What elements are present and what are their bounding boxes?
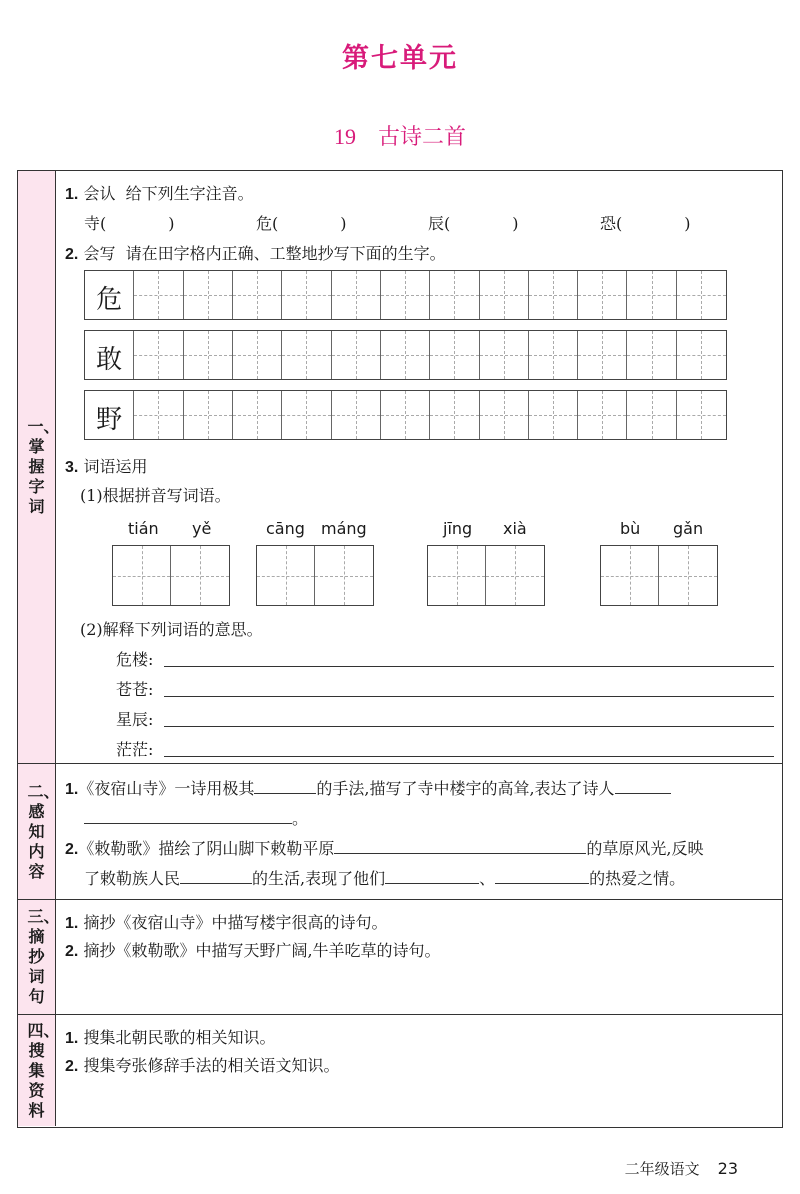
phonetic-item[interactable]: 危( ) [256, 214, 347, 233]
unit-title: 第七单元 [342, 43, 458, 74]
pinyin-label: xià [503, 519, 527, 538]
answer-line[interactable] [164, 726, 774, 727]
question-2-continued: 了敕勒族人民 的生活,表现了他们 、 的热爱之情。 [84, 869, 686, 888]
word-answer-box[interactable] [600, 545, 718, 606]
fill-blank[interactable] [84, 810, 292, 824]
fill-blank[interactable] [180, 870, 252, 884]
question-2: 2. 会写 请在田字格内正确、工整地抄写下面的生字。 [65, 244, 446, 263]
question-2: 2. 摘抄《敕勒歌》中描写天野广阔,牛羊吃草的诗句。 [65, 941, 441, 960]
page-footer [625, 1158, 738, 1179]
sub-question-explain: (2)解释下列词语的意思。 [80, 620, 263, 639]
pinyin-label: máng [321, 519, 367, 538]
section-label: 二、感知内容 [18, 764, 56, 899]
fill-blank[interactable] [334, 840, 586, 854]
word-answer-box[interactable] [427, 545, 545, 606]
pinyin-label: yě [192, 519, 212, 538]
section-collect-materials [18, 1015, 782, 1126]
writing-grid-row[interactable]: 危 [84, 270, 727, 320]
question-1: 1.《夜宿山寺》一诗用极其 的手法,描写了寺中楼宇的高耸,表达了诗人 [65, 776, 671, 799]
question-3: 3. 词语运用 [65, 457, 148, 476]
word-answer-box[interactable] [112, 545, 230, 606]
writing-grid-row[interactable]: 敢 [84, 330, 727, 380]
writing-grid-row[interactable]: 野 [84, 390, 727, 440]
pinyin-label: tián [128, 519, 159, 538]
section-perceive-content [18, 764, 782, 900]
page-number: 23 [717, 1159, 738, 1178]
fill-blank[interactable] [495, 870, 589, 884]
fill-blank[interactable] [615, 780, 671, 794]
question-1-continued: 。 [84, 806, 308, 829]
question-1: 1. 搜集北朝民歌的相关知识。 [65, 1028, 276, 1047]
explain-word: 星辰: [116, 710, 154, 729]
pinyin-label: jīng [443, 519, 473, 538]
worksheet-table [17, 170, 783, 1128]
section-excerpt [18, 900, 782, 1015]
grade-subject: 二年级语文 [624, 1160, 700, 1178]
explain-word: 苍苍: [116, 680, 154, 699]
section-label: 四、搜集资料 [18, 1015, 56, 1126]
question-2: 2.《敕勒歌》描绘了阴山脚下敕勒平原 的草原风光,反映 [65, 839, 704, 858]
phonetic-item[interactable]: 寺( ) [84, 214, 175, 233]
explain-word: 危楼: [116, 650, 154, 669]
word-answer-box[interactable] [256, 545, 374, 606]
section-master-words [18, 171, 782, 764]
question-2: 2. 搜集夸张修辞手法的相关语文知识。 [65, 1056, 340, 1075]
phonetic-item[interactable]: 辰( ) [428, 214, 519, 233]
lesson-heading [0, 120, 800, 151]
fill-blank[interactable] [385, 870, 479, 884]
section-label: 三、摘抄词句 [18, 900, 56, 1014]
answer-line[interactable] [164, 756, 774, 757]
question-1: 1. 摘抄《夜宿山寺》中描写楼宇很高的诗句。 [65, 913, 388, 932]
question-1: 1. 会认 给下列生字注音。 [65, 184, 254, 203]
pinyin-label: bù [620, 519, 641, 538]
answer-line[interactable] [164, 696, 774, 697]
section-label: 一、掌握字词 [18, 171, 56, 763]
lesson-number: 19 [333, 124, 356, 149]
explain-word: 茫茫: [116, 740, 154, 759]
phonetic-item[interactable]: 恐( ) [600, 214, 691, 233]
answer-line[interactable] [164, 666, 774, 667]
pinyin-label: gǎn [673, 519, 704, 538]
pinyin-label: cāng [266, 519, 305, 538]
lesson-title: 古诗二首 [377, 125, 466, 150]
sub-question-pinyin: (1)根据拼音写词语。 [80, 486, 231, 505]
fill-blank[interactable] [254, 780, 316, 794]
